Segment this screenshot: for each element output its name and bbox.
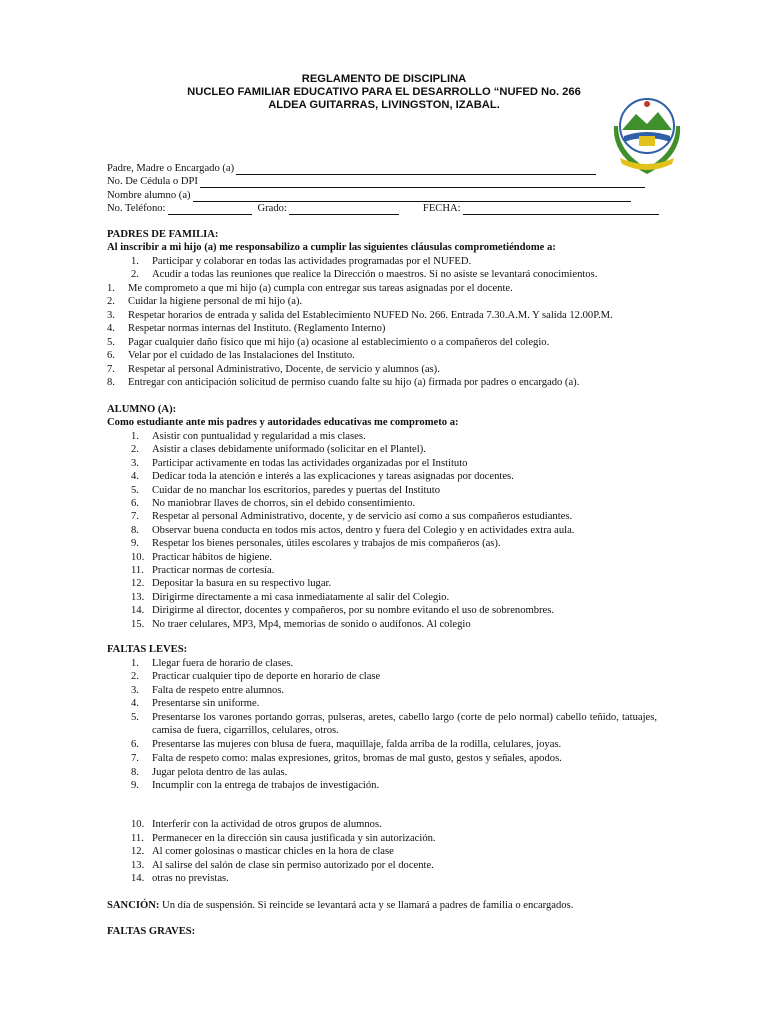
list-item-text: Respetar al personal Administrativo, docente, y de servicio así como a sus compañeros estudiantes. <box>152 511 573 522</box>
list-item <box>131 670 380 683</box>
list-item-text: Practicar cualquier tipo de deporte en horario de clase <box>152 671 381 682</box>
institution-location: ALDEA GUITARRAS, LIVINGSTON, IZABAL. <box>268 99 500 111</box>
list-item-number: 3. <box>107 310 115 321</box>
list-item <box>131 872 229 885</box>
list-item-text: Depositar la basura en su respectivo lugar. <box>152 578 332 589</box>
list-item-number: 7. <box>107 364 115 375</box>
faltas-leves-heading: FALTAS LEVES: <box>107 644 188 655</box>
list-item-number: 13. <box>131 860 145 871</box>
list-item-text: Asistir con puntualidad y regularidad a mis clases. <box>152 431 366 442</box>
list-item <box>131 657 293 670</box>
list-item <box>107 322 385 335</box>
list-item-number: 10. <box>131 819 145 830</box>
list-item-text: Llegar fuera de horario de clases. <box>152 658 294 669</box>
list-item-text: Practicar hábitos de higiene. <box>152 552 273 563</box>
school-crest-logo-icon <box>606 96 688 178</box>
list-item <box>131 859 434 872</box>
dpi-line[interactable] <box>200 177 645 188</box>
list-item-text: Observar buena conducta en todos mis actos, dentro y fuera del Colegio y en actividades extra aula. <box>152 525 575 536</box>
phone-line[interactable] <box>168 204 252 215</box>
parent-name-line[interactable] <box>236 164 596 175</box>
list-item-text: Presentarse los varones portando gorras, pulseras, aretes, cabello largo (corte de pelo normal) cabello teñido, tatuajes, camisa de fuera, cigarrillos, celulares, otros. <box>152 712 657 736</box>
list-item-text: Presentarse sin uniforme. <box>152 698 260 709</box>
list-item-number: 5. <box>107 337 115 348</box>
list-item-text: Falta de respeto como: malas expresiones, gritos, bromas de mal gusto, gestos y señales, apodos. <box>152 753 562 764</box>
list-item <box>107 295 302 308</box>
list-item-number: 9. <box>131 538 139 549</box>
list-item-number: 8. <box>107 377 115 388</box>
list-item <box>131 845 394 858</box>
list-item <box>131 551 272 564</box>
list-item-number: 5. <box>131 712 139 723</box>
list-item <box>107 349 355 362</box>
list-item-text: Al salirse del salón de clase sin permiso autorizado por el docente. <box>152 860 434 871</box>
dpi-label: No. De Cédula o DPI <box>107 176 198 187</box>
list-item-number: 8. <box>131 525 139 536</box>
list-item-text: No traer celulares, MP3, Mp4, memorias de sonido o audífonos. Al colegio <box>152 619 471 630</box>
list-item-text: Respetar normas internas del Instituto. (Reglamento Interno) <box>128 323 386 334</box>
list-item-number: 10. <box>131 552 145 563</box>
list-item-text: Cuidar la higiene personal de mi hijo (a). <box>128 296 303 307</box>
list-item <box>131 752 562 765</box>
list-item-text: Dirigirme directamente a mi casa inmediatamente al salir del Colegio. <box>152 592 450 603</box>
alumno-heading: ALUMNO (A): <box>107 404 177 415</box>
list-item <box>131 766 287 779</box>
list-item-number: 15. <box>131 619 145 630</box>
list-item-number: 1. <box>131 658 139 669</box>
list-item-number: 4. <box>107 323 115 334</box>
sancion-text: Un día de suspensión. Si reincide se levantará acta y se llamará a padres de familia o encargados. <box>162 900 574 911</box>
list-item-number: 7. <box>131 753 139 764</box>
list-item <box>131 255 471 268</box>
list-item-text: Interferir con la actividad de otros grupos de alumnos. <box>152 819 382 830</box>
dpi-field[interactable] <box>107 175 645 188</box>
list-item-text: Dirigirme al director, docentes y compañeros, por su nombre evitando el uso de sobrenombres. <box>152 605 555 616</box>
list-item-text: Al comer golosinas o masticar chicles en la hora de clase <box>152 846 394 857</box>
list-item-text: Respetar horarios de entrada y salida del Establecimiento NUFED No. 266. Entrada 7.30.A.M. Y salida 12.00P.M. <box>128 310 613 321</box>
list-item-text: Jugar pelota dentro de las aulas. <box>152 767 288 778</box>
list-item <box>131 711 657 737</box>
list-item-text: Permanecer en la dirección sin causa justificada y sin autorización. <box>152 833 436 844</box>
list-item <box>131 443 426 456</box>
list-item-text: No maniobrar llaves de chorros, sin el debido consentimiento. <box>152 498 416 509</box>
list-item <box>131 457 467 470</box>
list-item-number: 11. <box>131 565 144 576</box>
list-item-number: 2. <box>131 671 139 682</box>
list-item-text: Cuidar de no manchar los escritorios, paredes y puertas del Instituto <box>152 485 441 496</box>
list-item-text: Incumplir con la entrega de trabajos de investigación. <box>152 780 380 791</box>
list-item-text: Respetar los bienes personales, útiles escolares y trabajos de mis compañeros (as). <box>152 538 501 549</box>
list-item-text: otras no previstas. <box>152 873 229 884</box>
parent-name-label: Padre, Madre o Encargado (a) <box>107 163 235 174</box>
list-item-number: 1. <box>131 256 139 267</box>
phone-label: No. Teléfono: <box>107 203 166 214</box>
list-item <box>107 336 549 349</box>
list-item <box>131 604 554 617</box>
list-item <box>131 268 597 281</box>
student-name-label: Nombre alumno (a) <box>107 190 191 201</box>
list-item <box>107 309 613 322</box>
list-item <box>131 484 440 497</box>
list-item <box>131 497 415 510</box>
student-name-line[interactable] <box>193 191 631 202</box>
list-item-number: 9. <box>131 780 139 791</box>
phone-grade-date-row <box>107 202 659 215</box>
list-item <box>131 697 259 710</box>
list-item-number: 1. <box>131 431 139 442</box>
list-item-text: Respetar al personal Administrativo, Docente, de servicio y alumnos (as). <box>128 364 440 375</box>
list-item-text: Entregar con anticipación solicitud de permiso cuando falte su hijo (a) firmada por padres o encargado (a). <box>128 377 580 388</box>
list-item <box>131 779 379 792</box>
list-item <box>131 470 514 483</box>
sancion-paragraph <box>107 899 573 912</box>
list-item-number: 3. <box>131 458 139 469</box>
list-item-number: 6. <box>131 498 139 509</box>
list-item-text: Practicar normas de cortesía. <box>152 565 275 576</box>
list-item-number: 6. <box>131 739 139 750</box>
list-item-text: Dedicar toda la atención e interés a las explicaciones y tareas asignadas por docentes. <box>152 471 514 482</box>
list-item <box>131 537 501 550</box>
list-item <box>107 282 513 295</box>
list-item-number: 12. <box>131 846 145 857</box>
list-item <box>131 430 366 443</box>
date-label: FECHA: <box>422 203 461 214</box>
list-item-number: 14. <box>131 873 145 884</box>
list-item <box>107 363 440 376</box>
list-item-text: Participar activamente en todas las actividades organizadas por el Instituto <box>152 458 468 469</box>
list-item-number: 2. <box>107 296 115 307</box>
list-item-number: 13. <box>131 592 145 603</box>
list-item-number: 1. <box>107 283 115 294</box>
list-item-number: 11. <box>131 833 144 844</box>
alumno-intro: Como estudiante ante mis padres y autoridades educativas me comprometo a: <box>107 417 459 428</box>
list-item <box>131 524 574 537</box>
list-item-text: Presentarse las mujeres con blusa de fuera, maquillaje, falda arriba de la rodilla, celulares, joyas. <box>152 739 562 750</box>
list-item-number: 3. <box>131 685 139 696</box>
institution-name: NUCLEO FAMILIAR EDUCATIVO PARA EL DESARROLLO “NUFED No. 266 <box>187 86 581 98</box>
list-item <box>131 510 572 523</box>
list-item-text: Velar por el cuidado de las Instalaciones del Instituto. <box>128 350 355 361</box>
grade-label: Grado: <box>257 203 287 214</box>
list-item-text: Participar y colaborar en todas las actividades programadas por el NUFED. <box>152 256 472 267</box>
faltas-graves-heading: FALTAS GRAVES: <box>107 926 196 937</box>
grade-line[interactable] <box>289 204 399 215</box>
list-item <box>131 738 561 751</box>
list-item-number: 7. <box>131 511 139 522</box>
sancion-label: SANCIÓN: <box>107 900 160 911</box>
list-item <box>131 591 449 604</box>
list-item <box>131 618 471 631</box>
list-item-number: 4. <box>131 698 139 709</box>
padres-heading: PADRES DE FAMILIA: <box>107 229 219 240</box>
list-item <box>131 564 274 577</box>
list-item-number: 5. <box>131 485 139 496</box>
list-item-text: Pagar cualquier daño físico que mi hijo (a) ocasione al establecimiento o a compañeros del colegio. <box>128 337 550 348</box>
list-item <box>131 684 284 697</box>
student-name-field[interactable] <box>107 189 631 202</box>
list-item <box>131 818 382 831</box>
document-title: REGLAMENTO DE DISCIPLINA <box>301 73 467 85</box>
list-item <box>131 577 331 590</box>
list-item-number: 2. <box>131 444 139 455</box>
list-item-number: 6. <box>107 350 115 361</box>
list-item-number: 2. <box>131 269 139 280</box>
list-item <box>107 376 579 389</box>
list-item <box>131 832 436 845</box>
list-item-text: Me comprometo a que mi hijo (a) cumpla con entregar sus tareas asignadas por el docente. <box>128 283 513 294</box>
list-item-number: 14. <box>131 605 145 616</box>
list-item-text: Acudir a todas las reuniones que realice la Dirección o maestros. Si no asiste se levantará conocimientos. <box>152 269 598 280</box>
parent-name-field[interactable] <box>107 162 596 175</box>
list-item-number: 4. <box>131 471 139 482</box>
date-line[interactable] <box>463 204 659 215</box>
list-item-text: Asistir a clases debidamente uniformado (solicitar en el Plantel). <box>152 444 426 455</box>
list-item-text: Falta de respeto entre alumnos. <box>152 685 285 696</box>
list-item-number: 8. <box>131 767 139 778</box>
padres-intro: Al inscribir a mi hijo (a) me responsabilizo a cumplir las siguientes cláusulas comprometiéndome a: <box>107 242 556 253</box>
list-item-number: 12. <box>131 578 145 589</box>
